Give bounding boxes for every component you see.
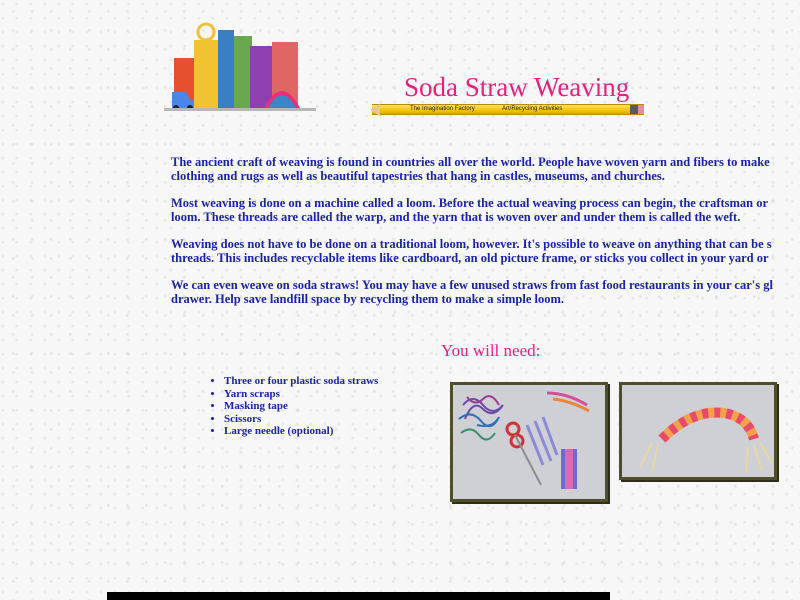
materials-list (210, 375, 378, 438)
materials-item-yarn: • Yarn scraps (224, 388, 378, 401)
bottom-divider (107, 592, 610, 600)
materials-item-scissors: • Scissors (224, 413, 378, 426)
imagination-factory-logo[interactable] (164, 22, 316, 114)
paragraph-line: Most weaving is done on a machine called a loom. Before the actual weaving process can begin, the craftsman or (171, 196, 769, 210)
paragraph-line: The ancient craft of weaving is found in countries all over the world. People have woven yarn and fibers to make (171, 155, 770, 169)
paragraph-line: loom. These threads are called the warp, and the yarn that is woven over and under them is called the weft. (171, 210, 741, 224)
intro-paragraph (171, 155, 800, 183)
woven-sample-photo (619, 382, 777, 480)
paragraph-line: We can even weave on soda straws! You may have a few unused straws from fast food restaurants in your car's gl (171, 278, 773, 292)
materials-heading: You will need: (441, 341, 541, 360)
woven-straw-image (622, 385, 774, 477)
page-title: Soda Straw Weaving (404, 72, 630, 102)
materials-item-tape: • Masking tape (224, 400, 378, 413)
materials-item-straws: • Three or four plastic soda straws (224, 375, 378, 388)
paragraph-line: Weaving does not have to be done on a traditional loom, however. It's possible to weave on anything that can be s (171, 237, 772, 251)
intro-paragraph (171, 237, 800, 265)
intro-paragraph (171, 278, 800, 306)
intro-text (171, 155, 800, 319)
paragraph-line: drawer. Help save landfill space by recycling them to make a simple loom. (171, 292, 565, 306)
banner-section-link[interactable]: Art/Recycling Activities (502, 106, 563, 112)
pencil-banner (372, 104, 644, 115)
supplies-image (453, 385, 605, 499)
pencil-band-icon (630, 105, 638, 114)
pencil-eraser-icon (638, 105, 644, 114)
intro-paragraph (171, 196, 800, 224)
materials-photo (450, 382, 608, 502)
paragraph-line: clothing and rugs as well as beautiful tapestries that hang in castles, museums, and churches. (171, 169, 665, 183)
city-skyline-logo-icon (164, 22, 316, 114)
pencil-tip-icon (370, 104, 380, 116)
banner-site-link[interactable]: The Imagination Factory (410, 106, 475, 112)
paragraph-line: threads. This includes recyclable items like cardboard, an old picture frame, or sticks you collect in your yard or (171, 251, 769, 265)
materials-item-needle: • Large needle (optional) (224, 425, 378, 438)
